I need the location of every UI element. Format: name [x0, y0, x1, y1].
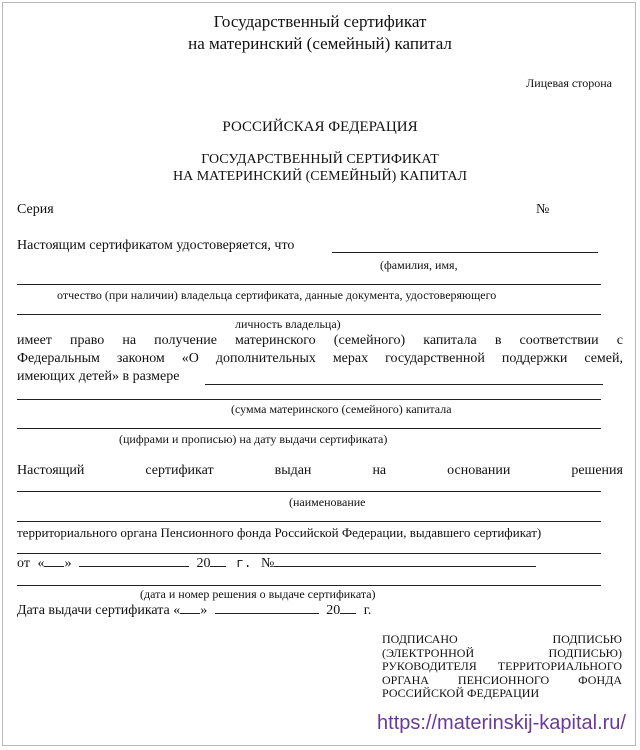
authority-name-line-3	[17, 553, 601, 554]
caption-date-number: (дата и номер решения о выдаче сертификата)	[140, 587, 376, 601]
decision-line	[17, 585, 601, 586]
country-title: РОССИЙСКАЯ ФЕДЕРАЦИЯ	[222, 119, 418, 135]
year-suffix: г.	[235, 556, 252, 571]
from-label: от	[17, 556, 30, 571]
owner-data-line	[17, 284, 601, 285]
signature-block: ПОДПИСАНО ПОДПИСЬЮ (ЭЛЕКТРОННОЙ ПОДПИСЬЮ) РУКОВОДИТЕЛЯ ТЕРРИТОРИАЛЬНОГО ОРГАНА ПЕНСИОННОГО ФОНДА РОССИЙСКОЙ ФЕДЕРАЦИИ	[382, 632, 622, 700]
right-text-line1: имеет право на получение материнского (семейного) капитала в соответствии с	[17, 333, 623, 348]
decision-date-row	[17, 556, 536, 572]
issued-word-3: выдан	[274, 463, 312, 478]
caption-sum: (сумма материнского (семейного) капитала	[231, 402, 452, 416]
issued-word-6: решения	[571, 463, 623, 478]
year-blank	[210, 566, 226, 567]
authority-name-line	[17, 491, 601, 492]
year-prefix: 20	[196, 556, 211, 571]
issue-date-label: Дата выдачи сертификата «	[17, 603, 181, 618]
owner-name-line	[332, 252, 598, 253]
caption-territorial: территориального органа Пенсионного фонда Российской Федерации, выдавшего сертификат)	[17, 525, 542, 540]
issue-year-suffix: г.	[363, 603, 372, 618]
amount-words-line	[17, 428, 601, 429]
issue-date-row	[17, 603, 371, 619]
amount-line	[205, 384, 603, 385]
issue-month-blank	[215, 613, 319, 614]
right-text-line3: имеющих детей» в размере	[17, 369, 180, 384]
cert-title-line2: НА МАТЕРИНСКИЙ (СЕМЕЙНЫЙ) КАПИТАЛ	[173, 169, 467, 184]
issued-word-5: основании	[447, 463, 511, 478]
issued-word-4: на	[372, 463, 387, 478]
document-heading-line1: Государственный сертификат	[213, 12, 427, 31]
issue-close-quote: »	[200, 603, 208, 618]
issued-word-2: сертификат	[145, 463, 214, 478]
issue-year-prefix: 20	[326, 603, 341, 618]
day-blank	[44, 566, 64, 567]
right-text-line2: Федеральным законом «О дополнительных мерах государственной поддержки семей,	[17, 351, 623, 366]
amount-line-2	[17, 399, 601, 400]
close-quote: »	[64, 556, 72, 571]
authority-name-line-2	[17, 521, 601, 522]
owner-identity-line	[17, 314, 601, 315]
caption-name: (фамилия, имя,	[380, 258, 458, 272]
decision-number-blank	[274, 566, 536, 567]
caption-patronymic: отчество (при наличии) владельца сертификата, данные документа, удостоверяющего	[57, 288, 497, 302]
cert-title-line1: ГОСУДАРСТВЕННЫЙ СЕРТИФИКАТ	[201, 152, 439, 167]
caption-figures: (цифрами и прописью) на дату выдачи сертификата)	[119, 432, 388, 446]
issue-year-blank	[340, 613, 356, 614]
series-label: Серия	[17, 202, 54, 217]
open-quote: «	[37, 556, 45, 571]
issue-day-blank	[180, 613, 200, 614]
issued-basis-line	[17, 463, 623, 479]
number-label: №	[536, 202, 550, 217]
caption-naming: (наименование	[289, 495, 366, 509]
month-blank	[79, 566, 189, 567]
watermark-url[interactable]: https://materinskij-kapital.ru/	[377, 712, 626, 734]
caption-identity: личность владельца)	[235, 317, 341, 331]
certify-text: Настоящим сертификатом удостоверяется, что	[17, 238, 295, 253]
decision-number-sign: №	[261, 556, 275, 571]
document-heading-line2: на материнский (семейный) капитал	[188, 34, 452, 53]
side-label: Лицевая сторона	[526, 76, 612, 90]
issued-word-1: Настоящий	[17, 463, 85, 478]
